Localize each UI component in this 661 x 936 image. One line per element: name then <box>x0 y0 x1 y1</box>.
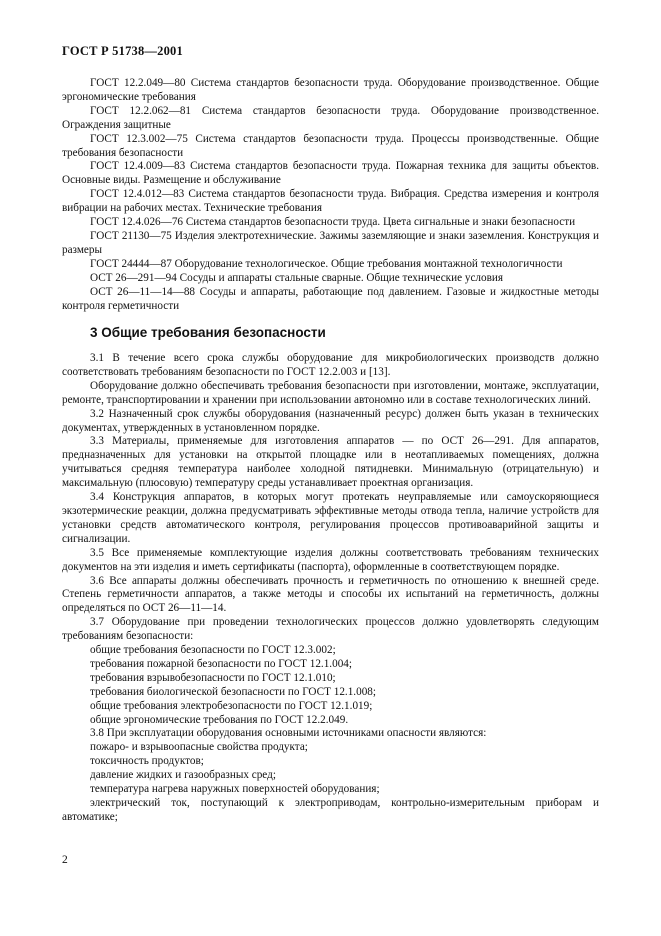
reference-item: ГОСТ 24444—87 Оборудование технологическое. Общие требования монтажной технологичности <box>90 257 563 270</box>
reference-item: ГОСТ 21130—75 Изделия электротехнические. Зажимы заземляющие и знаки заземления. Конструкция и размеры <box>62 229 599 256</box>
reference-item: ГОСТ 12.4.026—76 Система стандартов безопасности труда. Цвета сигнальные и знаки безопасности <box>90 216 576 229</box>
hazards-list <box>62 741 599 797</box>
list-item: токсичность продуктов; <box>90 755 204 768</box>
list-item: общие требования электробезопасности по ГОСТ 12.1.019; <box>90 699 373 712</box>
reference-item: ГОСТ 12.2.062—81 Система стандартов безопасности труда. Оборудование производственное. Ограждения защитные <box>62 104 599 131</box>
page-number: 2 <box>62 854 68 866</box>
list-item: давление жидких и газообразных сред; <box>90 769 276 782</box>
list-item: требования биологической безопасности по ГОСТ 12.1.008; <box>90 685 376 698</box>
normative-references <box>62 77 599 313</box>
list-item: общие требования безопасности по ГОСТ 12.3.002; <box>90 644 336 657</box>
list-item: требования взрывобезопасности по ГОСТ 12.1.010; <box>90 671 336 684</box>
clause-3-1-continued: Оборудование должно обеспечивать требования безопасности при изготовлении, монтаже, эксплуатации, ремонте, транспортировании и хранении при использовании автономно или в составе технологических линий. <box>62 379 599 406</box>
section-body <box>62 352 599 825</box>
clause-3-7: 3.7 Оборудование при проведении технологических процессов должно удовлетворять следующим требованиям безопасности: <box>62 616 599 643</box>
clause-3-6: 3.6 Все аппараты должны обеспечивать прочность и герметичность по отношению к внешней среде. Степень герметичности аппаратов, а также методы и способы их испытаний на герметичность, должны определяться по ОСТ 26—11—14. <box>62 574 599 615</box>
reference-item: ГОСТ 12.4.012—83 Система стандартов безопасности труда. Вибрация. Средства измерения и контроля вибрации на рабочих местах. Технические требования <box>62 188 599 215</box>
section-title: 3 Общие требования безопасности <box>90 325 326 340</box>
clause-3-3: 3.3 Материалы, применяемые для изготовления аппаратов — по ОСТ 26—291. Для аппаратов, предназначенных для установки на открытой площадке или в неотапливаемых помещениях, должна учитываться средняя температура наиболее холодной пятидневки. Минимальную (отрицательную) и максимальную (плюсовую) температуру среды устанавливает проектная организация. <box>62 435 599 490</box>
document-header: ГОСТ Р 51738—2001 <box>62 44 183 58</box>
reference-item: ГОСТ 12.3.002—75 Система стандартов безопасности труда. Процессы производственные. Общие требования безопасности <box>62 132 599 159</box>
list-item: общие эргономические требования по ГОСТ 12.2.049. <box>90 713 349 726</box>
list-item: пожаро- и взрывоопасные свойства продукта; <box>90 741 308 754</box>
reference-item: ГОСТ 12.2.049—80 Система стандартов безопасности труда. Оборудование производственное. Общие эргономические требования <box>62 77 599 103</box>
list-item: температура нагрева наружных поверхностей оборудования; <box>90 783 380 796</box>
list-item: требования пожарной безопасности по ГОСТ 12.1.004; <box>90 657 352 670</box>
clause-3-8: 3.8 При эксплуатации оборудования основными источниками опасности являются: <box>90 727 487 740</box>
list-item-electric: электрический ток, поступающий к электроприводам, контрольно-измерительным приборам и автоматике; <box>62 797 599 823</box>
clause-3-1: 3.1 В течение всего срока службы оборудование для микробиологических производств должно соответствовать требованиям безопасности по ГОСТ 12.2.003 и [13]. <box>62 352 599 378</box>
clause-3-4: 3.4 Конструкция аппаратов, в которых могут протекать неуправляемые или самоускоряющиеся экзотермические реакции, должна предусматривать эффективные методы отвода тепла, наличие устройств для установки средств автоматического контроля, регулирования процессов противоаварийной защиты и сигнализации. <box>62 491 599 545</box>
reference-item: ОСТ 26—11—14—88 Сосуды и аппараты, работающие под давлением. Газовые и жидкостные методы контроля герметичности <box>62 285 599 312</box>
reference-item: ГОСТ 12.4.009—83 Система стандартов безопасности труда. Пожарная техника для защиты объектов. Основные виды. Размещение и обслуживание <box>62 160 599 187</box>
requirements-list <box>62 644 599 727</box>
clause-3-5: 3.5 Все применяемые комплектующие изделия должны соответствовать требованиям технических документов на эти изделия и иметь сертификаты (паспорта), оформленные в соответствующем порядке. <box>62 546 599 573</box>
reference-item: ОСТ 26—291—94 Сосуды и аппараты стальные сварные. Общие технические условия <box>90 271 504 284</box>
clause-3-2: 3.2 Назначенный срок службы оборудования (назначенный ресурс) должен быть указан в технических документах, утвержденных в установленном порядке. <box>62 407 599 434</box>
